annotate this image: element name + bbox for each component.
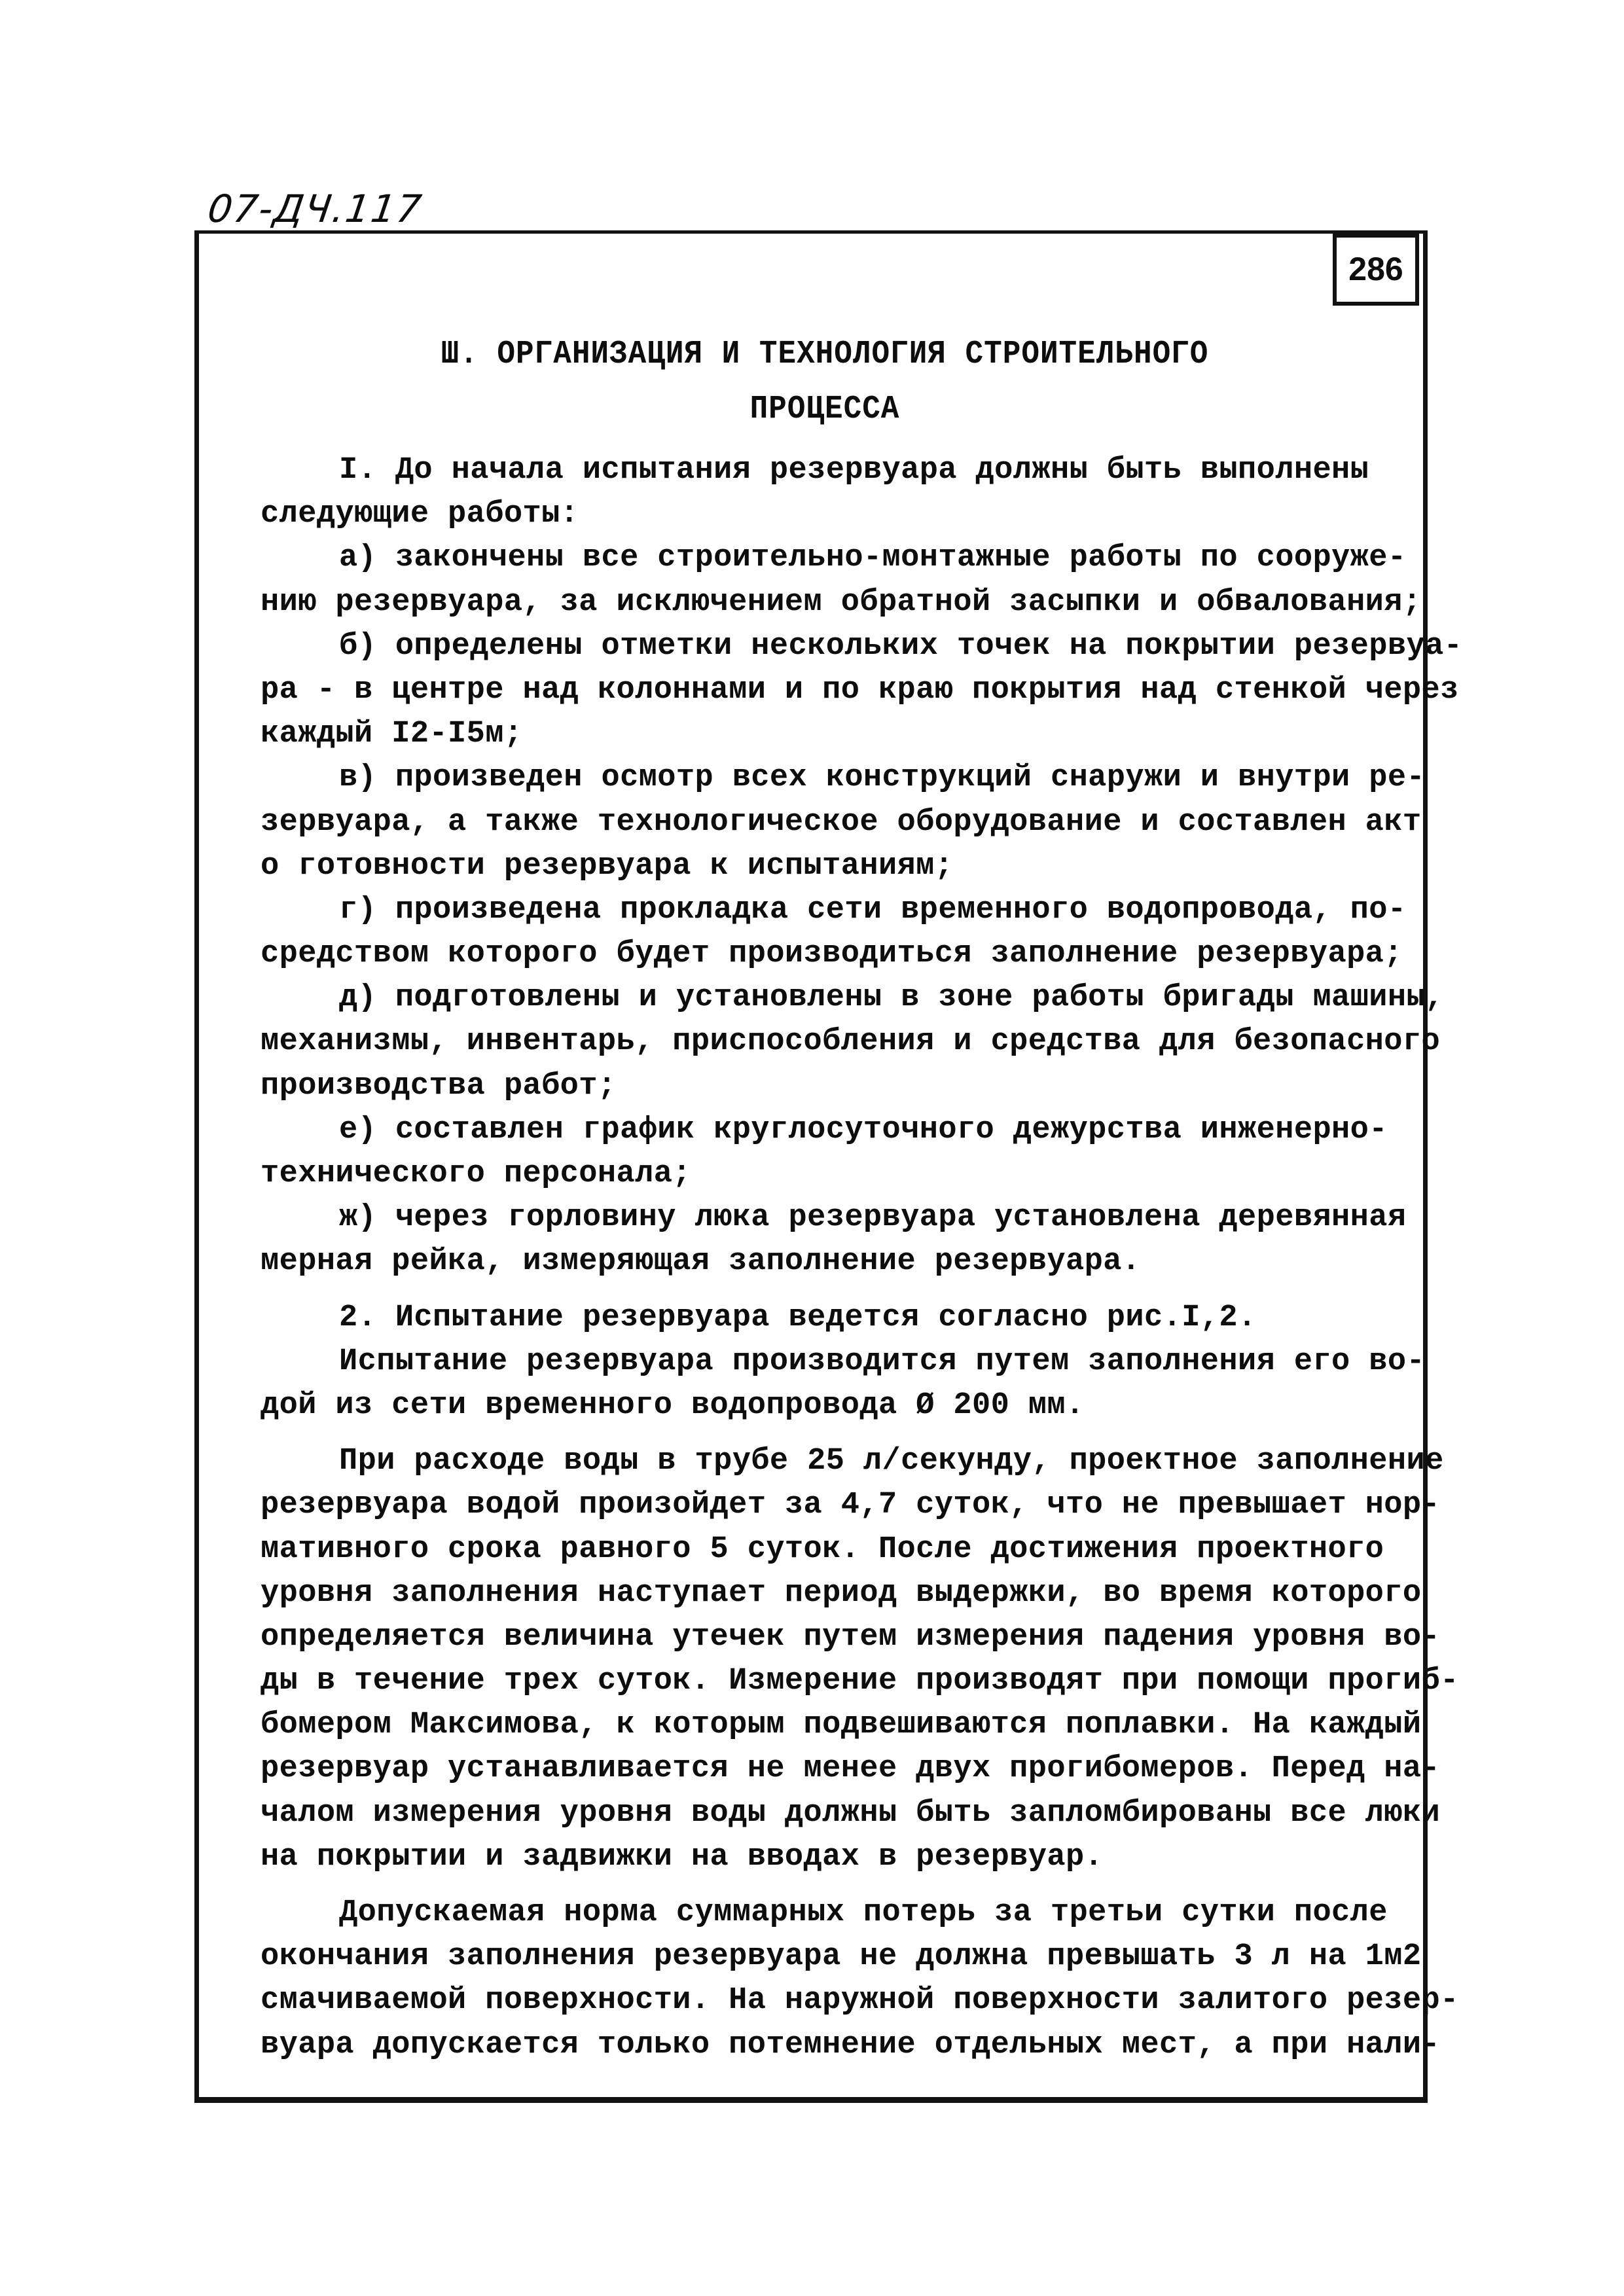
text-line: бомером Максимова, к которым подвешиваются поплавки. На каждый — [261, 1708, 1422, 1743]
text-line: определяется величина утечек путем измерения падения уровня во- — [261, 1619, 1441, 1655]
text-line: зервуара, а также технологическое оборудование и составлен акт — [261, 804, 1422, 840]
body-text — [261, 448, 1463, 2067]
text-line: мерная рейка, измеряющая заполнение резервуара. — [261, 1244, 1141, 1280]
text-line: на покрытии и задвижки на вводах в резервуар. — [261, 1839, 1104, 1874]
page-number: 286 — [1333, 234, 1419, 306]
text-line: следующие работы: — [261, 497, 579, 532]
text-line: вуара допускается только потемнение отдельных мест, а при нали- — [261, 2027, 1441, 2062]
text-line: о готовности резервуара к испытаниям; — [261, 848, 954, 884]
text-line: чалом измерения уровня воды должны быть запломбированы все люки — [261, 1795, 1441, 1831]
text-line: д) подготовлены и установлены в зоне работы бригады машины, — [339, 980, 1444, 1016]
text-line: мативного срока равного 5 суток. После достижения проектного — [261, 1532, 1384, 1567]
text-line: механизмы, инвентарь, приспособления и средства для безопасного — [261, 1024, 1441, 1060]
text-line: средством которого будет производиться заполнение резервуара; — [261, 937, 1403, 972]
section-title — [367, 327, 1283, 437]
text-line: а) закончены все строительно-монтажные работы по сооруже- — [339, 541, 1407, 576]
document-code-handwritten: 07-ДЧ.117 — [205, 187, 425, 231]
text-line: резервуара водой произойдет за 4,7 суток, что не превышает нор- — [261, 1488, 1441, 1523]
text-line: б) определены отметки нескольких точек на покрытии резервуа- — [339, 628, 1463, 664]
text-line: е) составлен график круглосуточного дежурства инженерно- — [339, 1112, 1388, 1147]
paragraph-gap — [261, 1284, 1413, 1296]
text-line: уровня заполнения наступает период выдержки, во время которого — [261, 1575, 1422, 1611]
text-line: нию резервуара, за исключением обратной засыпки и обвалования; — [261, 584, 1422, 620]
text-line: технического персонала; — [261, 1157, 691, 1191]
text-line: дой из сети временного водопровода Ø 200 мм. — [261, 1388, 1085, 1423]
text-line: смачиваемой поверхности. На наружной поверхности залитого резер- — [261, 1983, 1459, 2018]
paragraph-gap — [261, 1427, 1413, 1439]
section-title-line-2: ПРОЦЕССА — [749, 391, 900, 428]
section-title-line-1: Ш. ОРГАНИЗАЦИЯ И ТЕХНОЛОГИЯ СТРОИТЕЛЬНОГО — [441, 335, 1209, 372]
text-line: производства работ; — [261, 1068, 617, 1103]
paragraph-gap — [261, 1879, 1413, 1891]
text-line: ды в течение трех суток. Измерение производят при помощи прогиб- — [261, 1664, 1459, 1699]
text-line: окончания заполнения резервуара не должна превышать 3 л на 1м2 — [261, 1939, 1422, 1975]
text-line: При расходе воды в трубе 25 л/секунду, проектное заполнение — [339, 1444, 1444, 1479]
text-line: Испытание резервуара производится путем заполнения его во- — [339, 1344, 1426, 1379]
text-line: 2. Испытание резервуара ведется согласно рис.I,2. — [339, 1300, 1257, 1335]
text-line: в) произведен осмотр всех конструкций снаружи и внутри ре- — [339, 761, 1426, 796]
text-line: ж) через горловину люка резервуара установлена деревянная — [339, 1200, 1407, 1236]
text-line: Допускаемая норма суммарных потерь за третьи сутки после — [339, 1895, 1388, 1930]
text-line: I. До начала испытания резервуара должны быть выполнены — [339, 453, 1369, 488]
text-line: резервуар устанавливается не менее двух прогибомеров. Перед на- — [261, 1751, 1441, 1787]
text-line: ра - в центре над колоннами и по краю покрытия над стенкой через — [261, 672, 1459, 708]
text-line: г) произведена прокладка сети временного водопровода, по- — [339, 892, 1407, 927]
text-line: каждый I2-I5м; — [261, 717, 523, 752]
